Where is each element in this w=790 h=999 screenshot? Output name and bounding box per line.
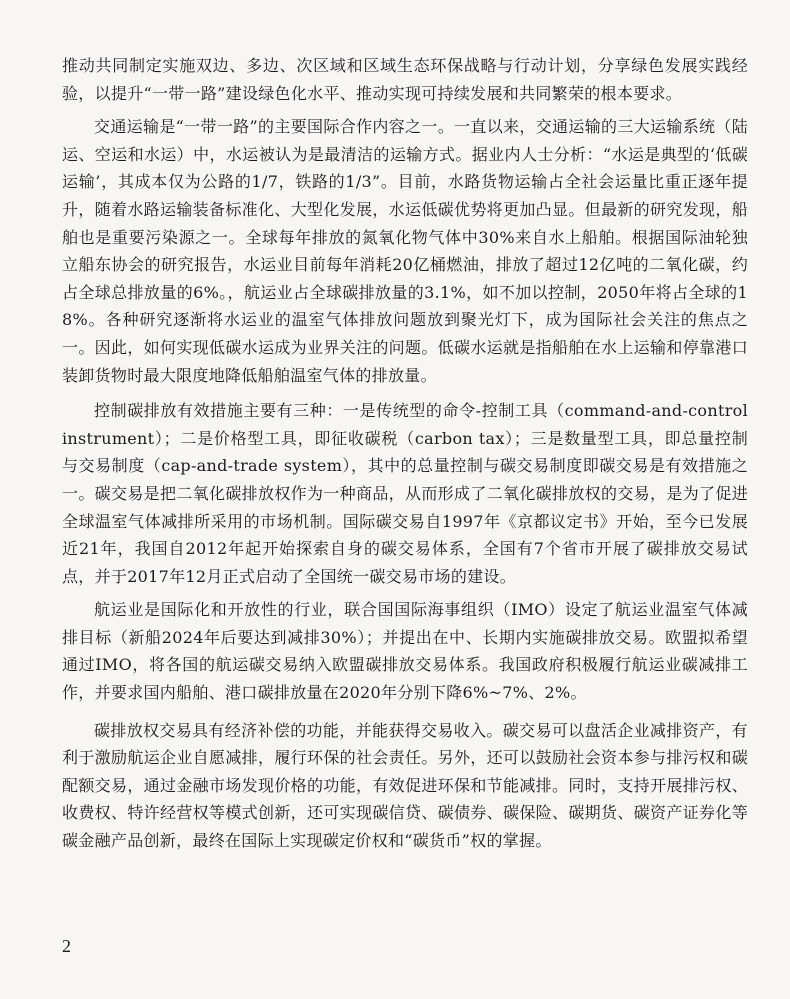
paragraph-carbon-trading-measures: 控制碳排放有效措施主要有三种：一是传统型的命令-控制工具（command-and-control instrument）；二是价格型工具，即征收碳税（carbon tax）；三是数量型工具，即总量控制与交易制度（cap-and-trade system），其中的总量控制与碳交易制度即碳交易是有效措施之一。碳交易是把二氧化碳排放权作为一种商品，从而形成了二氧化碳排放权的交易，是为了促进全球温室气体减排所采用的市场机制。国际碳交易自1997年《京都议定书》开始，至今已发展近21年，我国自2012年起开始探索自身的碳交易体系，全国有7个省市开展了碳排放交易试点，并于2017年12月正式启动了全国统一碳交易市场的建设。 bbox=[62, 401, 748, 586]
document-page bbox=[62, 52, 748, 952]
paragraph-imo-targets: 航运业是国际化和开放性的行业，联合国国际海事组织（IMO）设定了航运业温室气体减排目标（新船2024年后要达到减排30%）；并提出在中、长期内实施碳排放交易。欧盟拟希望通过IMO，将各国的航运碳交易纳入欧盟碳排放交易体系。我国政府积极履行航运业碳减排工作，并要求国内船舶、港口碳排放量在2020年分别下降6%~7%、2%。 bbox=[62, 600, 748, 703]
paragraph-shipping-emissions: 交通运输是“一带一路”的主要国际合作内容之一。一直以来，交通运输的三大运输系统（陆运、空运和水运）中，水运被认为是最清洁的运输方式。据业内人士分析：“水运是典型的‘低碳运输’，其成本仅为公路的1/7，铁路的1/3”。目前，水路货物运输占全社会运量比重正逐年提升，随着水路运输装备标准化、大型化发展，水运低碳优势将更加凸显。但最新的研究发现，船舶也是重要污染源之一。全球每年排放的氮氧化物气体中30%来自水上船舶。根据国际油轮独立船东协会的研究报告，水运业目前每年消耗20亿桶燃油，排放了超过12亿吨的二氧化碳，约占全球总排放量的6%。，航运业占全球碳排放量的3.1%，如不加以控制，2050年将占全球的18%。各种研究逐渐将水运业的温室气体排放问题放到聚光灯下，成为国际社会关注的焦点之一。因此，如何实现低碳水运成为业界关注的问题。低碳水运就是指船舶在水上运输和停靠港口装卸货物时最大限度地降低船舶温室气体的排放量。 bbox=[62, 117, 748, 385]
paragraph-continuation: 推动共同制定实施双边、多边、次区域和区域生态环保战略与行动计划，分享绿色发展实践经验，以提升“一带一路”建设绿色化水平、推动实现可持续发展和共同繁荣的根本要求。 bbox=[62, 56, 748, 103]
page-number: 2 bbox=[62, 936, 71, 956]
paragraph-carbon-finance: 碳排放权交易具有经济补偿的功能，并能获得交易收入。碳交易可以盘活企业减排资产，有利于激励航运企业自愿减排，履行环保的社会责任。另外，还可以鼓励社会资本参与排污权和碳配额交易，通过金融市场发现价格的功能，有效促进环保和节能减排。同时，支持开展排污权、收费权、特许经营权等模式创新，还可实现碳信贷、碳债券、碳保险、碳期货、碳资产证券化等碳金融产品创新，最终在国际上实现碳定价权和“碳货币”权的掌握。 bbox=[62, 720, 748, 851]
